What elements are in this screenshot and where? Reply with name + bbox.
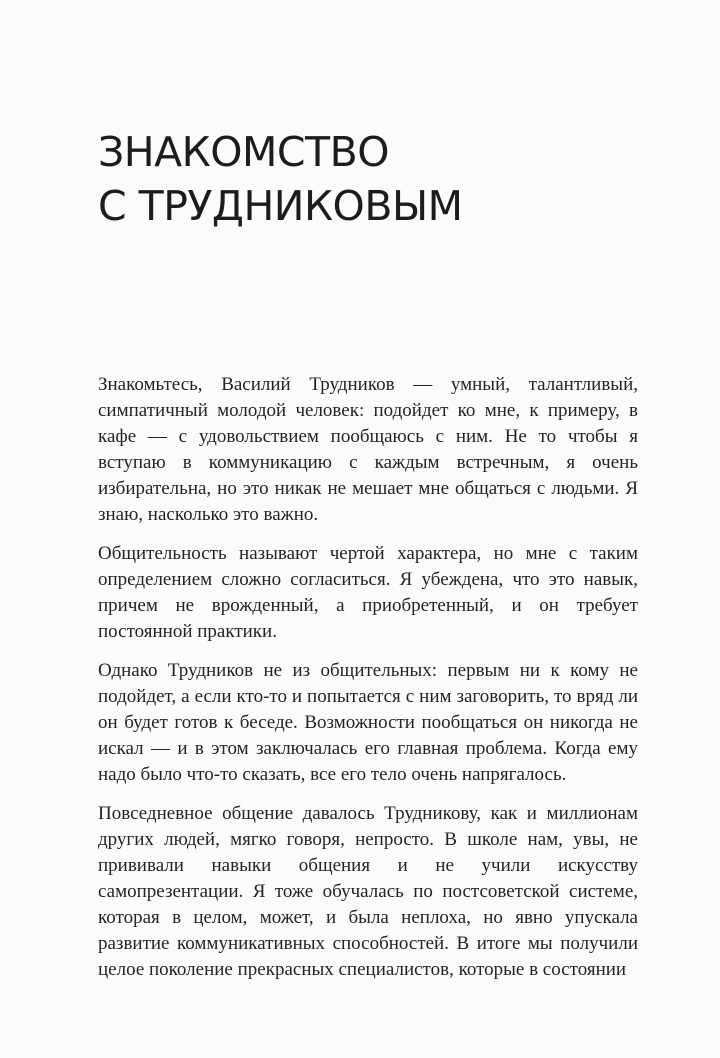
chapter-body <box>98 372 638 996</box>
paragraph-3: Однако Трудников не из общительных: первым ни к кому не подойдет, а если кто-то и попытается с ним заговорить, то вряд ли он будет готов к беседе. Возможности пообщаться он никогда не искал — и в этом заключалась его главная проблема. Когда ему надо было что-то сказать, все его тело очень напрягалось. <box>98 660 638 785</box>
chapter-title <box>98 125 638 233</box>
paragraph-2: Общительность называют чертой характера, но мне с таким определением сложно согласиться. Я убеждена, что это навык, причем не врожденный, а приобретенный, и он требует постоянной практики. <box>98 543 638 642</box>
paragraph-4: Повседневное общение давалось Трудникову, как и миллионам других людей, мягко говоря, непросто. В школе нам, увы, не прививали навыки общения и не учили искусству самопрезентации. Я тоже обучалась по постсоветской системе, которая в целом, может, и была неплоха, но явно упускала развитие коммуникативных способностей. В итоге мы получили целое поколение прекрасных специалистов, которые в состоянии <box>98 803 638 980</box>
chapter-title-line-2: С ТРУДНИКОВЫМ <box>98 182 463 230</box>
chapter-title-line-1: ЗНАКОМСТВО <box>98 128 389 176</box>
paragraph-1: Знакомьтесь, Василий Трудников — умный, талантливый, симпатичный молодой человек: подойдет ко мне, к примеру, в кафе — с удовольствием пообщаюсь с ним. Не то чтобы я вступаю в коммуникацию с каждым встречным, я очень избирательна, но это никак не мешает мне общаться с людьми. Я знаю, насколько это важно. <box>98 374 638 525</box>
